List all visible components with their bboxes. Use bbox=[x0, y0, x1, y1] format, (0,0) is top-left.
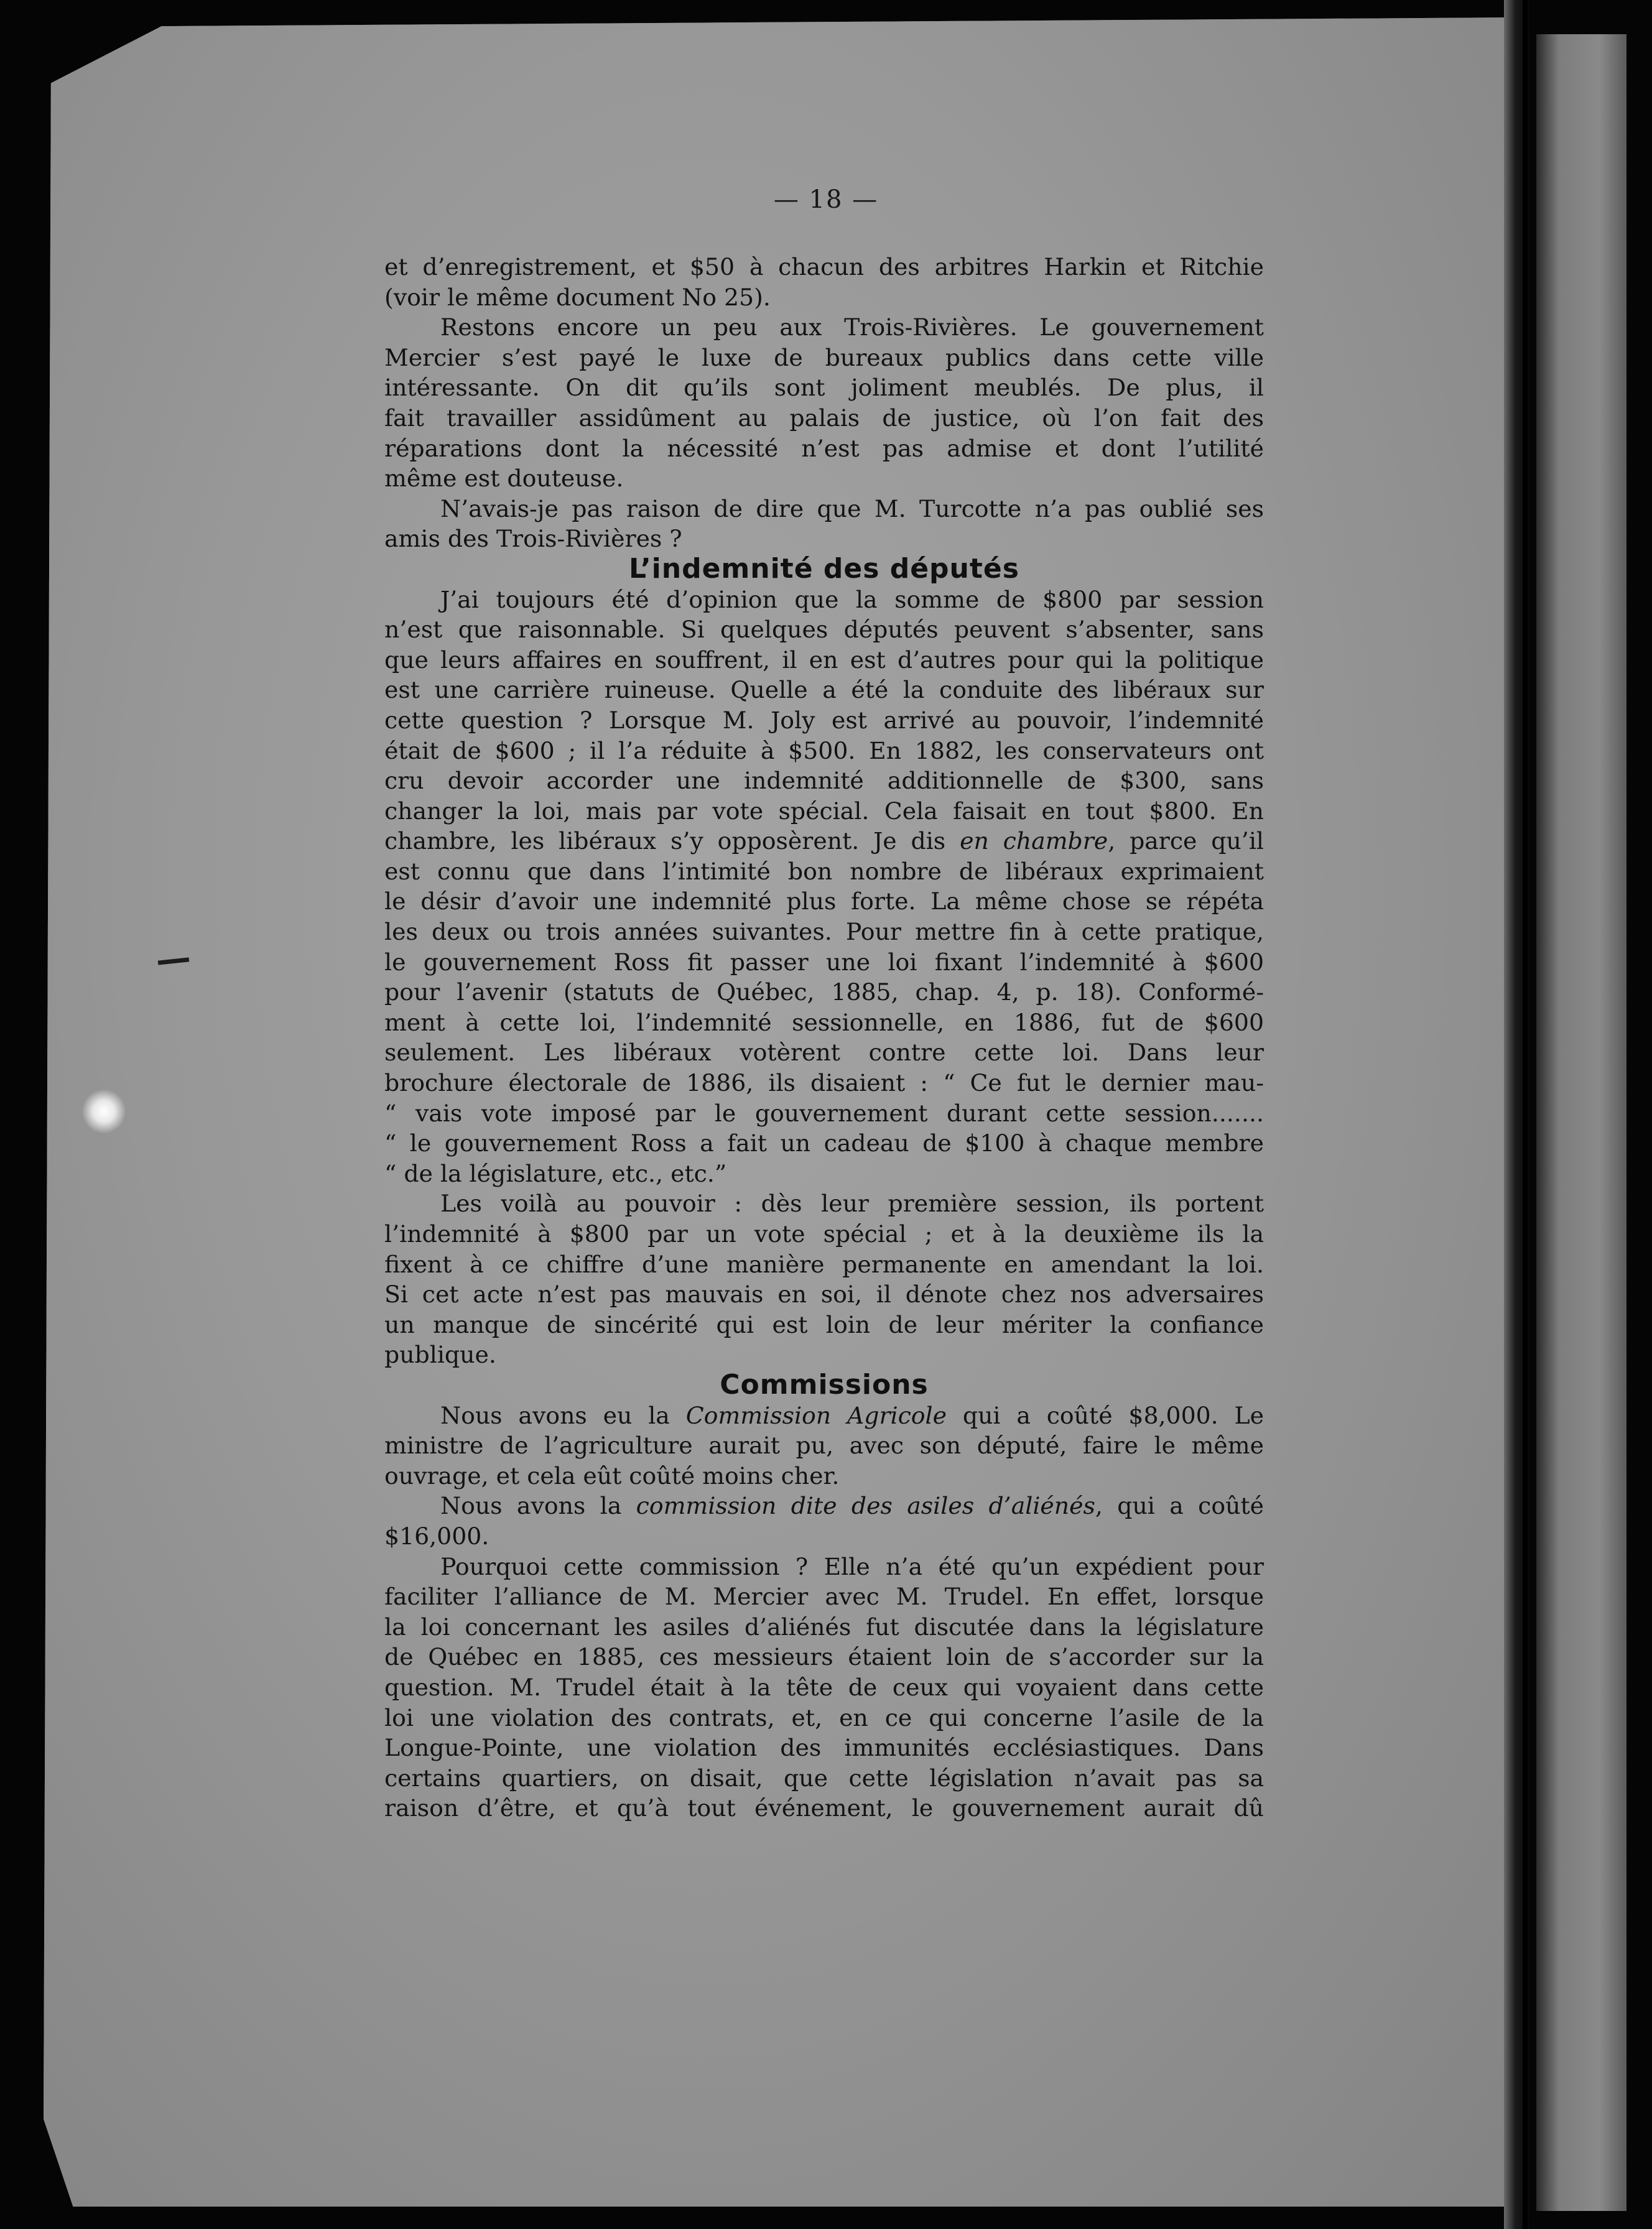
paragraph-turcotte bbox=[384, 494, 1264, 554]
text-line: réparations dont la nécessité n’est pas admise et dont l’utilité bbox=[384, 434, 1264, 462]
text-line: est connu que dans l’intimité bon nombre de libéraux exprimaient bbox=[384, 857, 1264, 885]
text-line: loi une violation des contrats, et, en ce qui concerne l’asile de la bbox=[384, 1703, 1264, 1731]
text-line: pour l’avenir (statuts de Québec, 1885, chap. 4, p. 18). Conformé- bbox=[384, 978, 1264, 1006]
text-line: cette question ? Lorsque M. Joly est arrivé au pouvoir, l’indemnité bbox=[384, 706, 1264, 734]
text-line: fait travailler assidûment au palais de justice, où l’on fait des bbox=[384, 404, 1264, 432]
italic-text: Commission Agricole bbox=[685, 1401, 947, 1429]
text-run: Nous avons eu la bbox=[440, 1401, 686, 1429]
section-heading-commissions: Commissions bbox=[720, 1368, 929, 1401]
paragraph-commission-asiles bbox=[384, 1491, 1264, 1551]
text-line: le gouvernement Ross fit passer une loi fixant l’indemnité à $600 bbox=[384, 948, 1264, 976]
text-line: intéressante. On dit qu’ils sont joliment meublés. De plus, il bbox=[384, 374, 1264, 402]
text-line: “ de la législature, etc., etc.” bbox=[384, 1159, 727, 1187]
text-line bbox=[384, 826, 1264, 856]
text-line: est une carrière ruineuse. Quelle a été la conduite des libéraux sur bbox=[384, 676, 1264, 704]
text-line: les deux ou trois années suivantes. Pour mettre fin à cette pratique, bbox=[384, 918, 1264, 946]
text-run: Nous avons la bbox=[440, 1492, 636, 1520]
italic-text: en chambre bbox=[960, 827, 1108, 855]
text-line: Pourquoi cette commission ? Elle n’a été qu’un expédient pour bbox=[440, 1552, 1264, 1580]
text-line: Si cet acte n’est pas mauvais en soi, il dénote chez nos adversaires bbox=[384, 1281, 1264, 1309]
binding-gutter bbox=[1523, 0, 1528, 2229]
text-line: était de $600 ; il l’a réduite à $500. En 1882, les conservateurs ont bbox=[384, 736, 1264, 764]
text-line: amis des Trois-Rivières ? bbox=[384, 525, 682, 553]
text-line: ouvrage, et cela eût coûté moins cher. bbox=[384, 1462, 840, 1490]
paragraph-pourquoi bbox=[384, 1552, 1264, 1824]
text-line: la loi concernant les asiles d’aliénés fut discutée dans la législature bbox=[384, 1613, 1264, 1641]
text-line: Longue-Pointe, une violation des immunités ecclésiastiques. Dans bbox=[384, 1734, 1264, 1762]
text-line: faciliter l’alliance de M. Mercier avec M. Trudel. En effet, lorsque bbox=[384, 1583, 1264, 1611]
text-line: fixent à ce chiffre d’une manière permanente en amendant la loi. bbox=[384, 1250, 1264, 1278]
paragraph-trois-rivieres bbox=[384, 312, 1264, 494]
text-line: (voir le même document No 25). bbox=[384, 283, 771, 311]
adjacent-page-edge bbox=[1536, 34, 1626, 2211]
text-run: , qui a coûté bbox=[1095, 1492, 1264, 1520]
text-line: cru devoir accorder une indemnité additionnelle de $300, sans bbox=[384, 767, 1264, 795]
page-body bbox=[384, 252, 1264, 1824]
text-line: le désir d’avoir une indemnité plus forte. La même chose se répéta bbox=[384, 887, 1264, 915]
text-line: Restons encore un peu aux Trois-Rivières. Le gouvernement bbox=[440, 313, 1264, 341]
text-line: un manque de sincérité qui est loin de leur mériter la confiance bbox=[384, 1310, 1264, 1338]
text-line: changer la loi, mais par vote spécial. Cela faisait en tout $800. En bbox=[384, 797, 1264, 825]
text-line bbox=[384, 1491, 1264, 1521]
text-line: certains quartiers, on disait, que cette législation n’avait pas sa bbox=[384, 1764, 1264, 1792]
text-line: “ vais vote imposé par le gouvernement durant cette session....... bbox=[384, 1099, 1264, 1127]
text-line: raison d’être, et qu’à tout événement, le gouvernement aurait dû bbox=[384, 1794, 1264, 1822]
text-line: l’indemnité à $800 par un vote spécial ; et à la deuxième ils la bbox=[384, 1220, 1264, 1248]
text-run: qui a coûté $8,000. Le bbox=[947, 1401, 1265, 1429]
text-line: de Québec en 1885, ces messieurs étaient loin de s’accorder sur la bbox=[384, 1643, 1264, 1671]
text-line bbox=[384, 1401, 1264, 1431]
text-line: et d’enregistrement, et $50 à chacun des arbitres Harkin et Ritchie bbox=[384, 253, 1264, 280]
scan-glare bbox=[82, 1090, 126, 1133]
text-line: J’ai toujours été d’opinion que la somme de $800 par session bbox=[440, 585, 1264, 613]
italic-text: commission dite des asiles d’aliénés bbox=[636, 1492, 1095, 1520]
paragraph-indemnite-2 bbox=[384, 1189, 1264, 1370]
text-line: “ le gouvernement Ross a fait un cadeau de $100 à chaque membre bbox=[384, 1129, 1264, 1157]
text-run: , parce qu’il bbox=[1108, 827, 1265, 855]
page-number: — 18 — bbox=[773, 185, 879, 214]
text-line: même est douteuse. bbox=[384, 465, 624, 493]
text-line: n’est que raisonnable. Si quelques députés peuvent s’absenter, sans bbox=[384, 616, 1264, 644]
section-heading-indemnite: L’indemnité des députés bbox=[629, 552, 1019, 585]
text-line: N’avais-je pas raison de dire que M. Turcotte n’a pas oublié ses bbox=[440, 494, 1264, 522]
text-line: brochure électorale de 1886, ils disaient : “ Ce fut le dernier mau- bbox=[384, 1069, 1264, 1097]
paragraph-intro bbox=[384, 252, 1264, 312]
text-line: Mercier s’est payé le luxe de bureaux publics dans cette ville bbox=[384, 343, 1264, 371]
text-line: ment à cette loi, l’indemnité sessionnelle, en 1886, fut de $600 bbox=[384, 1008, 1264, 1036]
paragraph-indemnite-1 bbox=[384, 585, 1264, 1189]
text-line: $16,000. bbox=[384, 1522, 490, 1550]
text-line: que leurs affaires en souffrent, il en est d’autres pour qui la politique bbox=[384, 646, 1264, 674]
paragraph-commission-agricole bbox=[384, 1401, 1264, 1491]
text-line: publique. bbox=[384, 1341, 496, 1369]
text-line: Les voilà au pouvoir : dès leur première session, ils portent bbox=[440, 1190, 1264, 1218]
text-run: chambre, les libéraux s’y opposèrent. Je dis bbox=[384, 827, 960, 855]
text-line: question. M. Trudel était à la tête de ceux qui voyaient dans cette bbox=[384, 1673, 1264, 1701]
text-line: seulement. Les libéraux votèrent contre cette loi. Dans leur bbox=[384, 1039, 1264, 1067]
text-line: ministre de l’agriculture aurait pu, avec son député, faire le même bbox=[384, 1432, 1264, 1460]
